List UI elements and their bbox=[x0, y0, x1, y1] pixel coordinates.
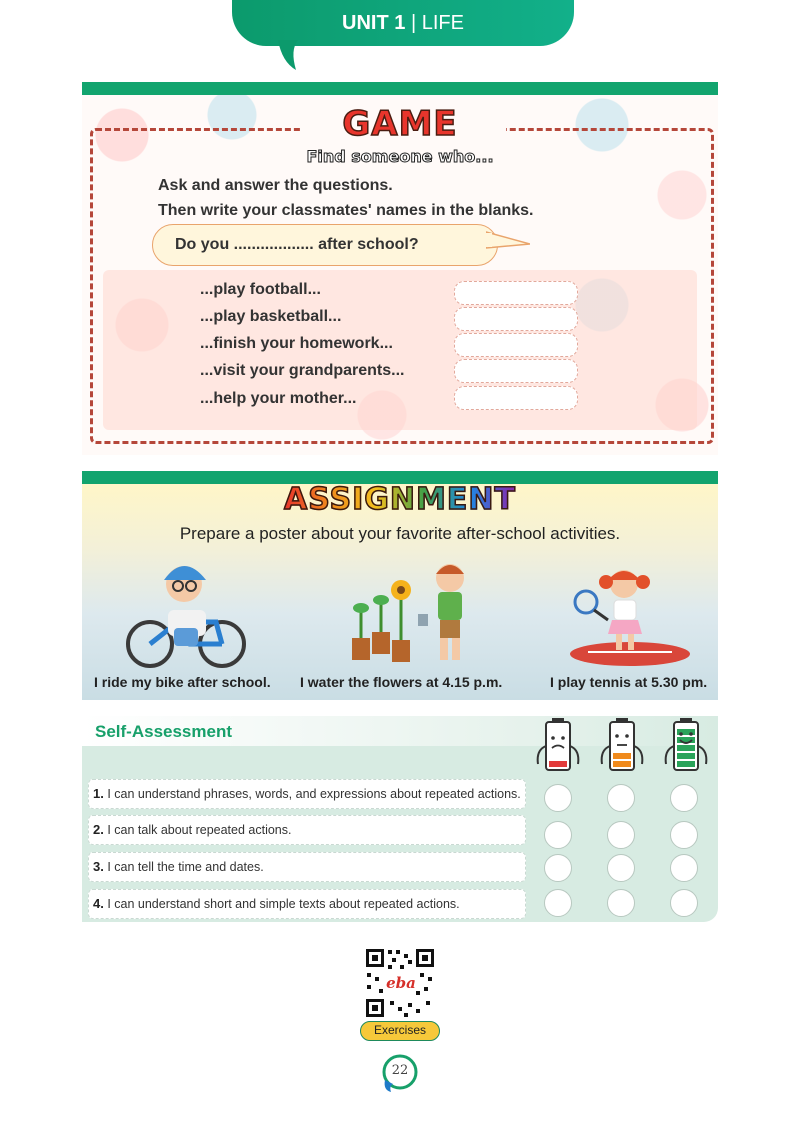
game-item-homework: ...finish your homework... bbox=[200, 335, 393, 352]
game-title bbox=[300, 104, 500, 144]
name-blank-5[interactable] bbox=[454, 386, 578, 410]
row-text: I can tell the time and dates. bbox=[107, 860, 264, 874]
game-instruction-2: Then write your classmates' names in the blanks. bbox=[158, 202, 534, 219]
self-assessment-row-1 bbox=[88, 779, 526, 809]
battery-medium-icon bbox=[598, 716, 646, 774]
game-top-bar bbox=[82, 82, 718, 95]
name-blank-1[interactable] bbox=[454, 281, 578, 305]
game-item-grandparents: ...visit your grandparents... bbox=[200, 362, 405, 379]
self-assessment-title: Self-Assessment bbox=[95, 722, 233, 741]
girl-playing-tennis-illustration bbox=[568, 562, 694, 666]
battery-low-icon bbox=[534, 716, 582, 774]
eba-logo-text: eba bbox=[386, 974, 416, 992]
rating-circle-r1-low[interactable] bbox=[544, 784, 572, 812]
row-text: I can talk about repeated actions. bbox=[107, 823, 292, 837]
name-blank-3[interactable] bbox=[454, 333, 578, 357]
self-assessment-row-3 bbox=[88, 852, 526, 882]
row-text: I can understand phrases, words, and expressions about repeated actions. bbox=[107, 787, 521, 801]
answers-box bbox=[103, 270, 697, 430]
assignment-subtitle: Prepare a poster about your favorite after-school activities. bbox=[179, 524, 621, 543]
caption-ride-bike: I ride my bike after school. bbox=[94, 674, 271, 690]
row-number: 1. bbox=[93, 786, 104, 801]
game-item-basketball: ...play basketball... bbox=[200, 308, 342, 325]
row-number: 4. bbox=[93, 896, 104, 911]
boy-watering-flowers-illustration bbox=[346, 560, 476, 664]
row-number: 3. bbox=[93, 859, 104, 874]
qr-code-icon[interactable] bbox=[364, 947, 436, 1019]
rating-circle-r4-medium[interactable] bbox=[607, 889, 635, 917]
assignment-title-text: ASSIGNMENT bbox=[284, 482, 516, 517]
rating-circle-r3-low[interactable] bbox=[544, 854, 572, 882]
unit-separator: | bbox=[410, 12, 417, 34]
name-blank-2[interactable] bbox=[454, 307, 578, 331]
self-assessment-row-4 bbox=[88, 889, 526, 919]
self-assessment-row-2 bbox=[88, 815, 526, 845]
rating-circle-r4-high[interactable] bbox=[670, 889, 698, 917]
rating-circle-r4-low[interactable] bbox=[544, 889, 572, 917]
unit-label: UNIT 1 bbox=[342, 12, 406, 34]
battery-high-icon bbox=[662, 716, 710, 774]
rating-circle-r2-medium[interactable] bbox=[607, 821, 635, 849]
question-bubble: Do you .................. after school? bbox=[152, 224, 498, 266]
exercises-button[interactable]: Exercises bbox=[360, 1021, 440, 1041]
tab-tail-shape bbox=[278, 40, 302, 70]
game-item-football: ...play football... bbox=[200, 281, 321, 298]
rating-circle-r3-medium[interactable] bbox=[607, 854, 635, 882]
unit-topic: LIFE bbox=[421, 12, 464, 34]
game-subtitle: Find someone who... bbox=[306, 147, 494, 166]
rating-circle-r3-high[interactable] bbox=[670, 854, 698, 882]
game-instruction-1: Ask and answer the questions. bbox=[158, 177, 393, 194]
game-title-text: GAME bbox=[342, 104, 458, 144]
row-text: I can understand short and simple texts about repeated actions. bbox=[107, 897, 460, 911]
row-number: 2. bbox=[93, 822, 104, 837]
caption-play-tennis: I play tennis at 5.30 pm. bbox=[550, 674, 708, 690]
assignment-title bbox=[250, 482, 550, 517]
rating-circle-r1-medium[interactable] bbox=[607, 784, 635, 812]
name-blank-4[interactable] bbox=[454, 359, 578, 383]
rating-circle-r2-low[interactable] bbox=[544, 821, 572, 849]
boy-on-bike-illustration bbox=[118, 552, 248, 668]
page-number: 22 bbox=[391, 1063, 409, 1078]
rating-circle-r2-high[interactable] bbox=[670, 821, 698, 849]
bubble-tail-shape bbox=[486, 230, 530, 252]
game-item-mother: ...help your mother... bbox=[200, 390, 357, 407]
rating-circle-r1-high[interactable] bbox=[670, 784, 698, 812]
caption-water-flowers: I water the flowers at 4.15 p.m. bbox=[300, 674, 503, 690]
